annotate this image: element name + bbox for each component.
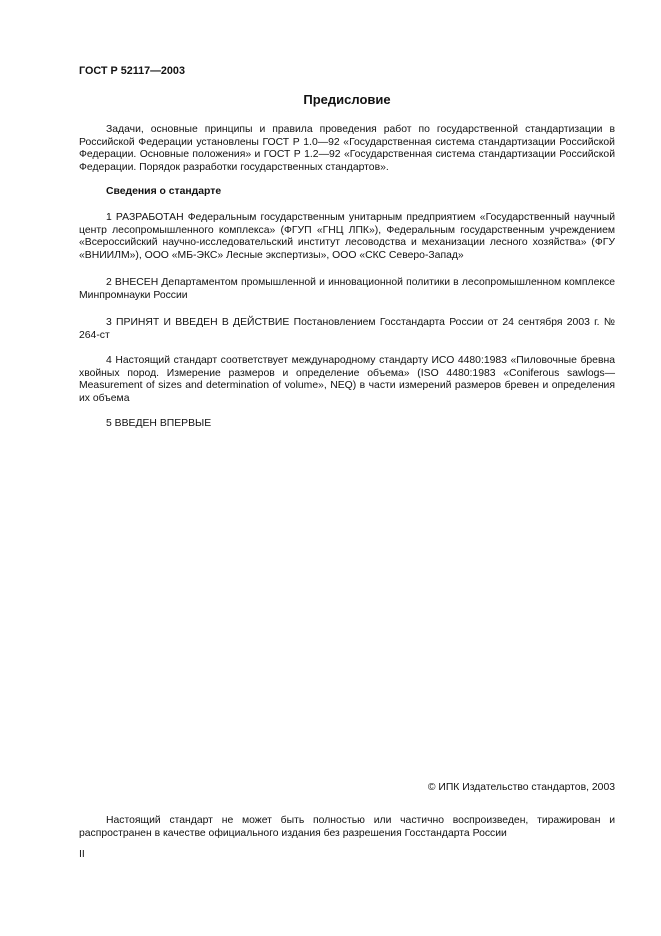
page-number: II <box>79 849 85 860</box>
document-id: ГОСТ Р 52117—2003 <box>79 65 185 77</box>
item-conformity: 4 Настоящий стандарт соответствует международному стандарту ИСО 4480:1983 «Пиловочные бревна хвойных пород. Измерение размеров и определение объема» (ISO 4480:1983 «Coniferous sawlogs—Measurement of sizes and determination of volume», NEQ) в части измерений размеров бревен и определения их объема <box>79 355 615 404</box>
page-title: Предисловие <box>303 92 391 107</box>
reproduction-notice: Настоящий стандарт не может быть полностью или частично воспроизведен, тиражирован и распространен в качестве официального издания без разрешения Госстандарта России <box>79 815 615 839</box>
item-adopted: 3 ПРИНЯТ И ВВЕДЕН В ДЕЙСТВИЕ Постановлением Госстандарта России от 24 сентября 2003 г. № 264-ст <box>79 317 615 341</box>
item-developed: 1 РАЗРАБОТАН Федеральным государственным унитарным предприятием «Государственный научный центр лесопромышленного комплекса» (ФГУП «ГНЦ ЛПК»), Федеральным государственным учреждением «Всероссийский научно-исследовательский институт лесоводства и механизации лесного хозяйства» (ФГУ «ВНИИЛМ»), ООО «МБ-ЭКС» Лесные экспертизы», ООО «СКС Северо-Запад» <box>79 212 615 261</box>
intro-paragraph: Задачи, основные принципы и правила проведения работ по государственной стандартизации в Российской Федерации установлены ГОСТ Р 1.0—92 «Государственная система стандартизации Российской Федерации. Основные положения» и ГОСТ Р 1.2—92 «Государственная система стандартизации Российской Федерации. Порядок разработки государственных стандартов». <box>79 124 615 173</box>
item-first-introduced: 5 ВВЕДЕН ВПЕРВЫЕ <box>106 418 212 429</box>
item-introduced: 2 ВНЕСЕН Департаментом промышленной и инновационной политики в лесопромышленном комплексе Минпромнауки России <box>79 277 615 301</box>
section-subheading: Сведения о стандарте <box>106 186 222 197</box>
copyright-line: © ИПК Издательство стандартов, 2003 <box>427 782 615 793</box>
